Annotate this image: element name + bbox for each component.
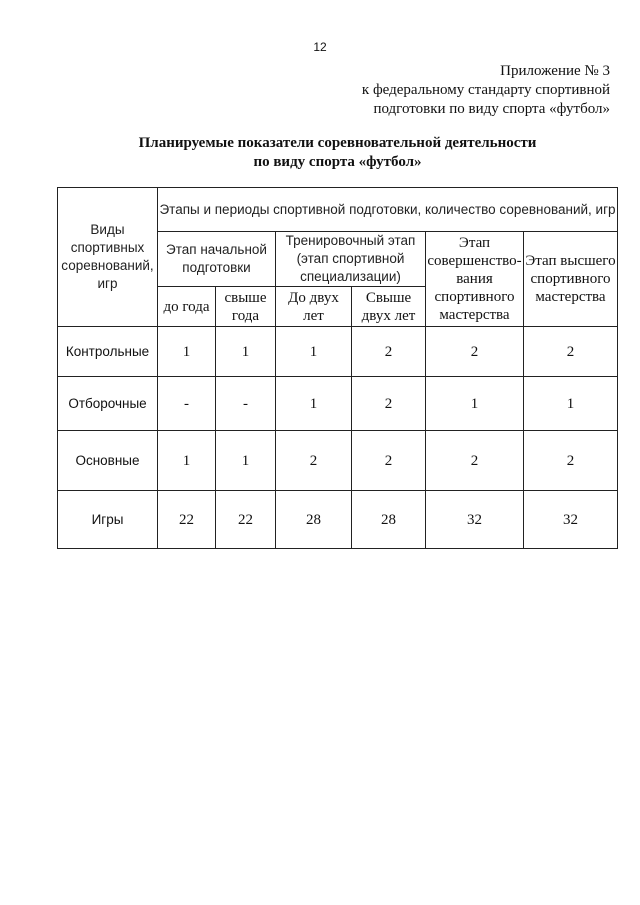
header-stage-initial: Этап начальной подготовки [158, 232, 276, 287]
table-row [58, 431, 618, 491]
row-label: Основные [58, 431, 158, 491]
cell-value: 2 [524, 431, 618, 491]
table-row [58, 377, 618, 431]
row-label: Игры [58, 491, 158, 549]
cell-value: 2 [426, 327, 524, 377]
appendix-line-3: подготовки по виду спорта «футбол» [373, 101, 610, 117]
header-stage-higher: Этап высшего спортивного мастерства [524, 232, 618, 327]
appendix-line-2: к федеральному стандарту спортивной [361, 82, 610, 98]
cell-value: 2 [352, 327, 426, 377]
document-title [0, 134, 640, 172]
header-competition-types: Виды спортивных соревнований, игр [58, 188, 158, 327]
title-line-1: Планируемые показатели соревновательной деятельности [138, 135, 537, 151]
cell-value: 22 [216, 491, 276, 549]
cell-value: 1 [276, 377, 352, 431]
cell-value: - [216, 377, 276, 431]
header-stages-group: Этапы и периоды спортивной подготовки, количество соревнований, игр [158, 188, 618, 232]
row-label: Отборочные [58, 377, 158, 431]
row-label: Контрольные [58, 327, 158, 377]
table-row [58, 491, 618, 549]
title-line-2: по виду спорта «футбол» [253, 154, 422, 170]
cell-value: 1 [158, 327, 216, 377]
header-sub-upto-year: до года [158, 287, 216, 327]
cell-value: 1 [426, 377, 524, 431]
cell-value: 2 [352, 377, 426, 431]
cell-value: 32 [524, 491, 618, 549]
cell-value: 2 [276, 431, 352, 491]
appendix-reference [362, 62, 610, 119]
header-row-1 [58, 188, 618, 232]
header-stage-training: Тренировочный этап (этап спортивной специализации) [276, 232, 426, 287]
cell-value: 22 [158, 491, 216, 549]
cell-value: 1 [524, 377, 618, 431]
cell-value: 1 [216, 431, 276, 491]
cell-value: - [158, 377, 216, 431]
competition-indicators-table [57, 187, 618, 549]
header-sub-over-year: свыше года [216, 287, 276, 327]
cell-value: 28 [352, 491, 426, 549]
cell-value: 1 [216, 327, 276, 377]
header-stage-improvement: Этап совершенство-вания спортивного мастерства [426, 232, 524, 327]
page-number: 12 [313, 40, 327, 54]
header-sub-over-two: Свыше двух лет [352, 287, 426, 327]
cell-value: 2 [524, 327, 618, 377]
cell-value: 1 [158, 431, 216, 491]
header-sub-upto-two: До двух лет [276, 287, 352, 327]
cell-value: 1 [276, 327, 352, 377]
table-row [58, 327, 618, 377]
appendix-line-1: Приложение № 3 [500, 63, 610, 79]
cell-value: 32 [426, 491, 524, 549]
cell-value: 2 [426, 431, 524, 491]
cell-value: 28 [276, 491, 352, 549]
cell-value: 2 [352, 431, 426, 491]
